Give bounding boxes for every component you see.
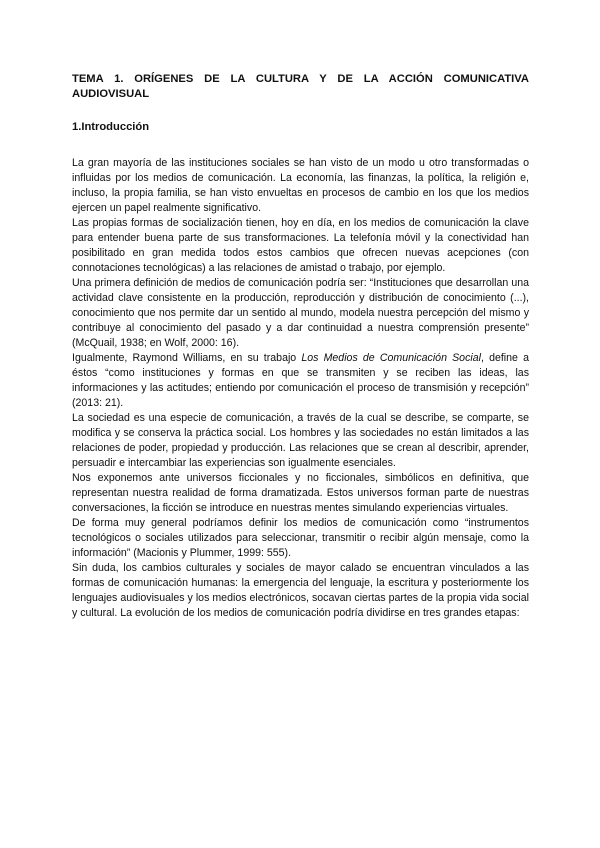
document-page bbox=[72, 72, 529, 621]
book-title: Los Medios de Comunicación Social bbox=[301, 352, 481, 364]
paragraph bbox=[72, 351, 529, 411]
paragraph: La gran mayoría de las instituciones sociales se han visto de un modo u otro transformadas o influidas por los medios de comunicación. La economía, las finanzas, la política, la religión e, incluso, la propia familia, se han visto envueltas en procesos de cambio en los que los medios ejercen un papel realmente significativo. bbox=[72, 157, 529, 214]
paragraph: Las propias formas de socialización tienen, hoy en día, en los medios de comunicación la clave para entender buena parte de sus transformaciones. La telefonía móvil y la conectividad han posibilitado en gran medida todos estos cambios que ofrecen nuevas acepciones (con connotaciones tecnológicas) a las relaciones de amistad o trabajo, por ejemplo. bbox=[72, 217, 529, 274]
document-title: TEMA 1. ORÍGENES DE LA CULTURA Y DE LA ACCIÓN COMUNICATIVA AUDIOVISUAL bbox=[72, 73, 529, 100]
paragraph: La sociedad es una especie de comunicación, a través de la cual se describe, se comparte, se modifica y se conserva la práctica social. Los hombres y las sociedades no están limitados a las relaciones de poder, propiedad y producción. Las relaciones que se crean al describir, aprender, persuadir e intercambiar las experiencias son igualmente esenciales. bbox=[72, 412, 529, 469]
paragraph: Nos exponemos ante universos ficcionales y no ficcionales, simbólicos en definitiva, que representan nuestra realidad de forma dramatizada. Estos universos forman parte de nuestras conversaciones, la ficción se introduce en nuestras mentes simulando experiencias virtuales. bbox=[72, 472, 529, 514]
paragraph-text: , define a éstos “como instituciones y formas en que se transmiten y se reciben las ideas, las informaciones y las actitudes; entiendo por comunicación el proceso de transmisión y recepción” (2013: 21). bbox=[72, 352, 529, 409]
paragraph: De forma muy general podríamos definir los medios de comunicación como “instrumentos tecnológicos o sociales utilizados para seleccionar, transmitir o recibir algún mensaje, como la información” (Macionis y Plummer, 1999: 555). bbox=[72, 517, 529, 559]
section-heading: 1.Introducción bbox=[72, 121, 150, 133]
paragraph: Sin duda, los cambios culturales y sociales de mayor calado se encuentran vinculados a las formas de comunicación humanas: la emergencia del lenguaje, la escritura y posteriormente los lenguajes audiovisuales y los medios electrónicos, socavan ciertas partes de la propia vida social y cultural. La evolución de los medios de comunicación podría dividirse en tres grandes etapas: bbox=[72, 562, 529, 619]
paragraph: Una primera definición de medios de comunicación podría ser: “Instituciones que desarrollan una actividad clave consistente en la producción, reproducción y distribución de conocimiento (...), conocimiento que nos permite dar un sentido al mundo, modela nuestra percepción del mismo y contribuye al conocimiento del pasado y a dar continuidad a nuestra comprensión presente” (McQuail, 1938; en Wolf, 2000: 16). bbox=[72, 277, 529, 349]
paragraph-text: Igualmente, Raymond Williams, en su trabajo bbox=[72, 352, 302, 364]
